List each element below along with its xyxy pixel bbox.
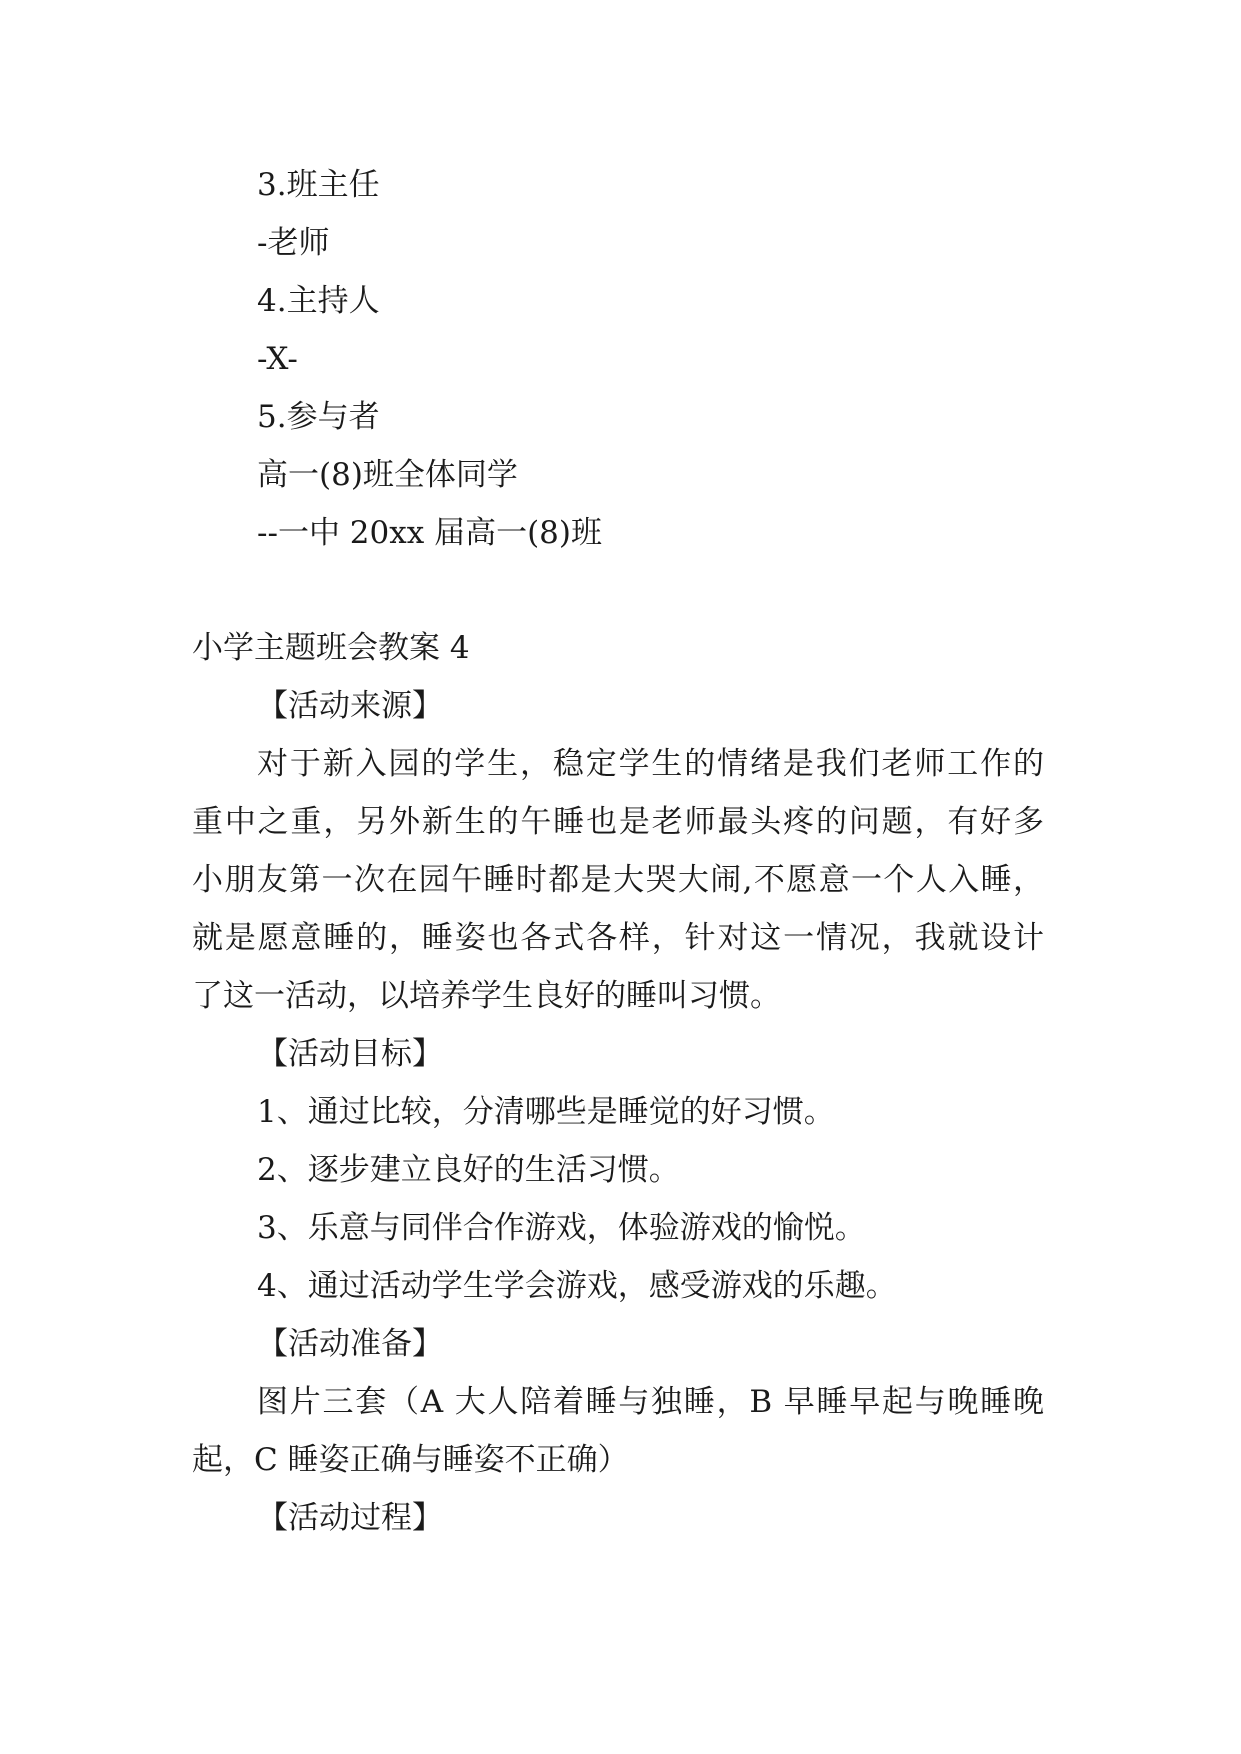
paragraph-line: 了这一活动，以培养学生良好的睡叫习惯。 bbox=[192, 978, 781, 1014]
goal-item: 1、通过比较，分清哪些是睡觉的好习惯。 bbox=[257, 1094, 835, 1130]
line-class-signature: --一中 20xx 届高一(8)班 bbox=[257, 515, 602, 551]
heading-activity-goals: 【活动目标】 bbox=[257, 1036, 443, 1072]
paragraph-line: 对于新入园的学生，稳定学生的情绪是我们老师工作的 bbox=[257, 746, 1044, 782]
paragraph-line: 就是愿意睡的，睡姿也各式各样，针对这一情况，我就设计 bbox=[192, 920, 1044, 956]
prep-line: 起，C 睡姿正确与睡姿不正确） bbox=[192, 1442, 629, 1478]
line-role-teacher: 3.班主任 bbox=[257, 167, 380, 203]
line-host: -X- bbox=[257, 341, 298, 377]
goal-item: 3、乐意与同伴合作游戏，体验游戏的愉悦。 bbox=[257, 1210, 866, 1246]
line-participants: 高一(8)班全体同学 bbox=[257, 457, 518, 493]
goal-item: 4、通过活动学生学会游戏，感受游戏的乐趣。 bbox=[257, 1268, 897, 1304]
heading-activity-prep: 【活动准备】 bbox=[257, 1326, 443, 1362]
heading-activity-source: 【活动来源】 bbox=[257, 688, 443, 724]
section-title: 小学主题班会教案 4 bbox=[192, 630, 470, 666]
prep-line: 图片三套（A 大人陪着睡与独睡，B 早睡早起与晚睡晚 bbox=[257, 1384, 1044, 1420]
paragraph-line: 小朋友第一次在园午睡时都是大哭大闹,不愿意一个人入睡， bbox=[192, 862, 1044, 898]
paragraph-line: 重中之重，另外新生的午睡也是老师最头疼的问题，有好多 bbox=[192, 804, 1044, 840]
goal-item: 2、逐步建立良好的生活习惯。 bbox=[257, 1152, 680, 1188]
heading-activity-process: 【活动过程】 bbox=[257, 1500, 443, 1536]
line-role-participants: 5.参与者 bbox=[257, 399, 380, 435]
line-teacher: -老师 bbox=[257, 225, 330, 261]
line-role-host: 4.主持人 bbox=[257, 283, 380, 319]
